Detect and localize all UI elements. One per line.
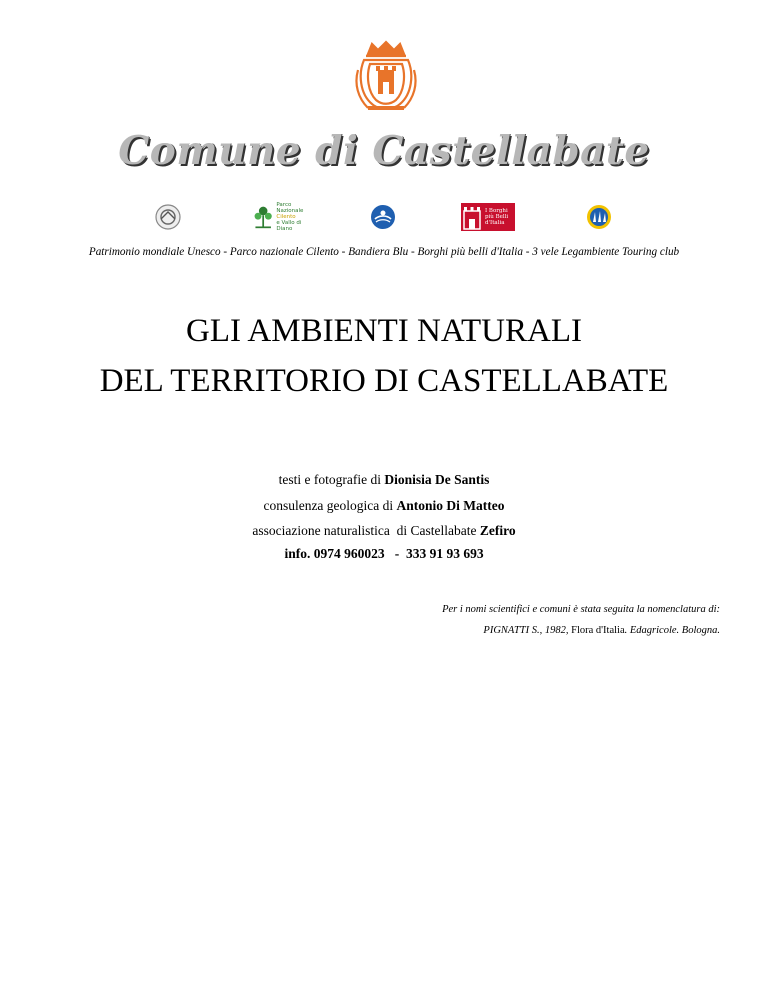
credit-geology-name: Antonio Di Matteo bbox=[396, 498, 505, 513]
reference-author: PIGNATTI S., 1982, bbox=[483, 625, 569, 636]
unesco-logo-icon bbox=[154, 203, 182, 231]
credit-association bbox=[0, 523, 768, 539]
borghi-logo bbox=[461, 203, 515, 231]
blue-flag-logo-icon bbox=[370, 203, 396, 231]
cilento-park-logo bbox=[252, 203, 314, 231]
contact-info: info. 0974 960023 - 333 91 93 693 bbox=[284, 546, 484, 561]
credit-photos bbox=[0, 472, 768, 488]
reference-book-title: Flora d'Italia bbox=[568, 625, 625, 636]
document-title-line-1: GLI AMBIENTI NATURALI bbox=[186, 313, 582, 349]
nomenclature-reference bbox=[483, 625, 720, 636]
credit-geology-prefix: consulenza geologica di bbox=[263, 498, 397, 513]
cilento-logo-text-1: Parco Nazionale bbox=[276, 202, 304, 214]
cilento-logo-text-3: e Vallo di Diano bbox=[276, 220, 302, 232]
main-title: Comune di Castellabate bbox=[118, 128, 650, 174]
reference-publisher: . Edagricole. Bologna. bbox=[624, 625, 720, 636]
credit-photos-name: Dionisia De Santis bbox=[384, 472, 490, 487]
borghi-logo-text-2: più Belli bbox=[485, 214, 509, 220]
borghi-logo-text-1: I Borghi bbox=[485, 208, 508, 214]
document-title-line-2: DEL TERRITORIO DI CASTELLABATE bbox=[99, 363, 669, 399]
nomenclature-note: Per i nomi scientifici e comuni è stata seguita la nomenclatura di: bbox=[442, 604, 720, 615]
cilento-logo-text-2: Cilento bbox=[276, 214, 296, 220]
credit-photos-prefix: testi e fotografie di bbox=[278, 472, 385, 487]
borghi-logo-icon bbox=[461, 203, 483, 231]
cilento-park-logo-icon bbox=[252, 203, 274, 231]
borghi-logo-text-3: d'Italia bbox=[485, 220, 505, 226]
vele-logo-icon bbox=[586, 203, 612, 231]
castellabate-crest-icon bbox=[354, 40, 418, 116]
credit-geology bbox=[0, 498, 768, 514]
credit-association-prefix: associazione naturalistica di Castellabate bbox=[252, 523, 480, 538]
tagline: Patrimonio mondiale Unesco - Parco nazionale Cilento - Bandiera Blu - Borghi più belli d'Italia - 3 vele Legambiente Touring club bbox=[88, 246, 680, 258]
credit-association-name: Zefiro bbox=[479, 523, 516, 538]
